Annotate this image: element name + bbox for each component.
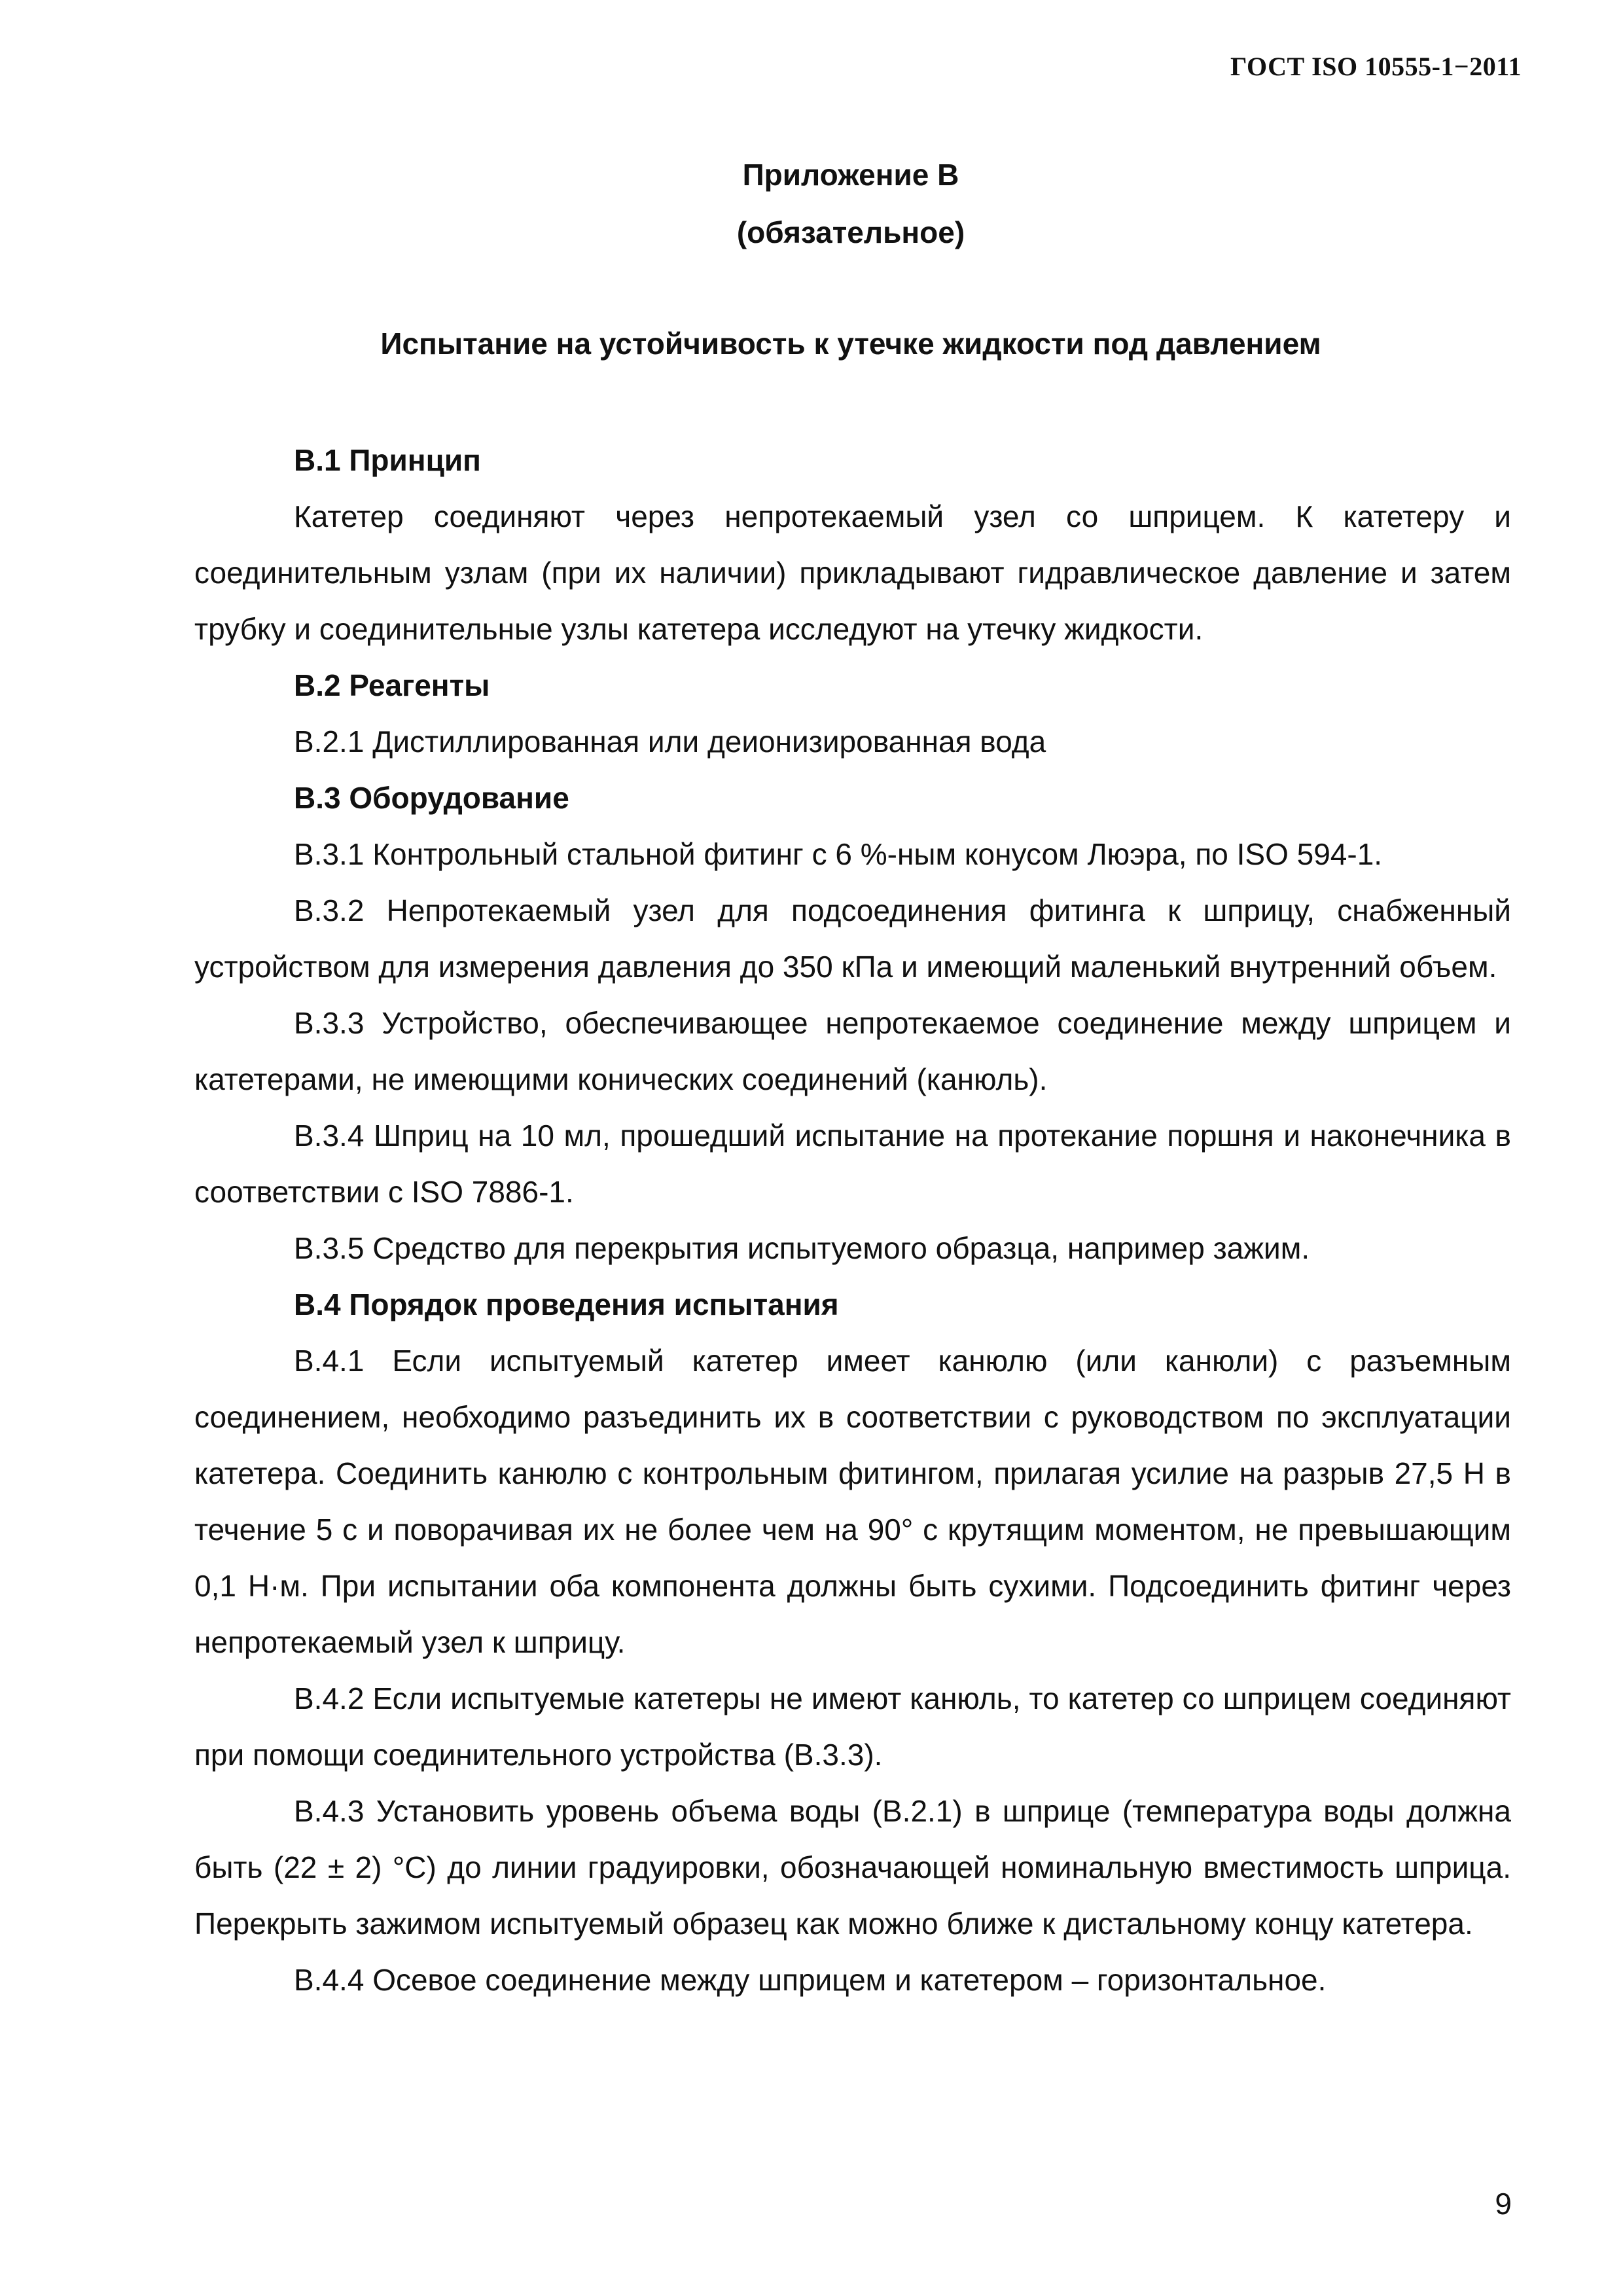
paragraph-b3-2: В.3.2 Непротекаемый узел для подсоединения фитинга к шприцу, снабженный устройством для измерения давления до 350 кПа и имеющий маленький внутренний объем. bbox=[194, 893, 1511, 984]
paragraph-b4-3: В.4.3 Установить уровень объема воды (В.2.1) в шприце (температура воды должна быть (22 ± 2) °С) до линии градуировки, обозначающей номинальную вместимость шприца. Перекрыть зажимом испытуемый образец как можно ближе к дистальному концу катетера. bbox=[194, 1794, 1511, 1941]
standard-header: ГОСТ ISO 10555-1−2011 bbox=[1230, 52, 1522, 81]
section-heading-b1: В.1 Принцип bbox=[294, 443, 481, 477]
section-heading-b3: В.3 Оборудование bbox=[294, 781, 569, 815]
paragraph-b3-3: В.3.3 Устройство, обеспечивающее непротекаемое соединение между шприцем и катетерами, не имеющими конических соединений (канюль). bbox=[194, 1006, 1511, 1096]
page-number: 9 bbox=[1495, 2187, 1512, 2221]
paragraph-b4-2: В.4.2 Если испытуемые катетеры не имеют канюль, то катетер со шприцем соединяют при помощи соединительного устройства (В.3.3). bbox=[194, 1681, 1511, 1772]
paragraph-b4-1: В.4.1 Если испытуемый катетер имеет канюлю (или канюли) с разъемным соединением, необходимо разъединить их в соответствии с руководством по эксплуатации катетера. Соединить канюлю с контрольным фитингом, прилагая усилие на разрыв 27,5 Н в течение 5 с и поворачивая их не более чем на 90° с крутящим моментом, не превышающим 0,1 Н·м. При испытании оба компонента должны быть сухими. Подсоединить фитинг через непротекаемый узел к шприцу. bbox=[194, 1344, 1511, 1659]
paragraph-b4-4: В.4.4 Осевое соединение между шприцем и катетером – горизонтальное. bbox=[294, 1963, 1327, 1997]
section-heading-b4: В.4 Порядок проведения испытания bbox=[294, 1287, 839, 1321]
annex-title: Приложение В bbox=[742, 158, 959, 192]
paragraph-b3-5: В.3.5 Средство для перекрытия испытуемого образца, например зажим. bbox=[294, 1231, 1310, 1265]
paragraph-b2-1: В.2.1 Дистиллированная или деионизированная вода bbox=[294, 725, 1046, 759]
paragraph-b1: Катетер соединяют через непротекаемый узел со шприцем. К катетеру и соединительным узлам (при их наличии) прикладывают гидравлическое давление и затем трубку и соединительные узлы катетера исследуют на утечку жидкости. bbox=[194, 499, 1511, 646]
paragraph-b3-1: В.3.1 Контрольный стальной фитинг с 6 %-ным конусом Люэра, по ISO 594-1. bbox=[294, 837, 1383, 871]
section-heading-b2: В.2 Реагенты bbox=[294, 668, 490, 702]
annex-type: (обязательное) bbox=[736, 215, 965, 249]
paragraph-b3-4: В.3.4 Шприц на 10 мл, прошедший испытание на протекание поршня и наконечника в соответствии с ISO 7886-1. bbox=[194, 1119, 1511, 1209]
document-body bbox=[194, 432, 1511, 2008]
annex-main-title: Испытание на устойчивость к утечке жидкости под давлением bbox=[380, 327, 1321, 361]
